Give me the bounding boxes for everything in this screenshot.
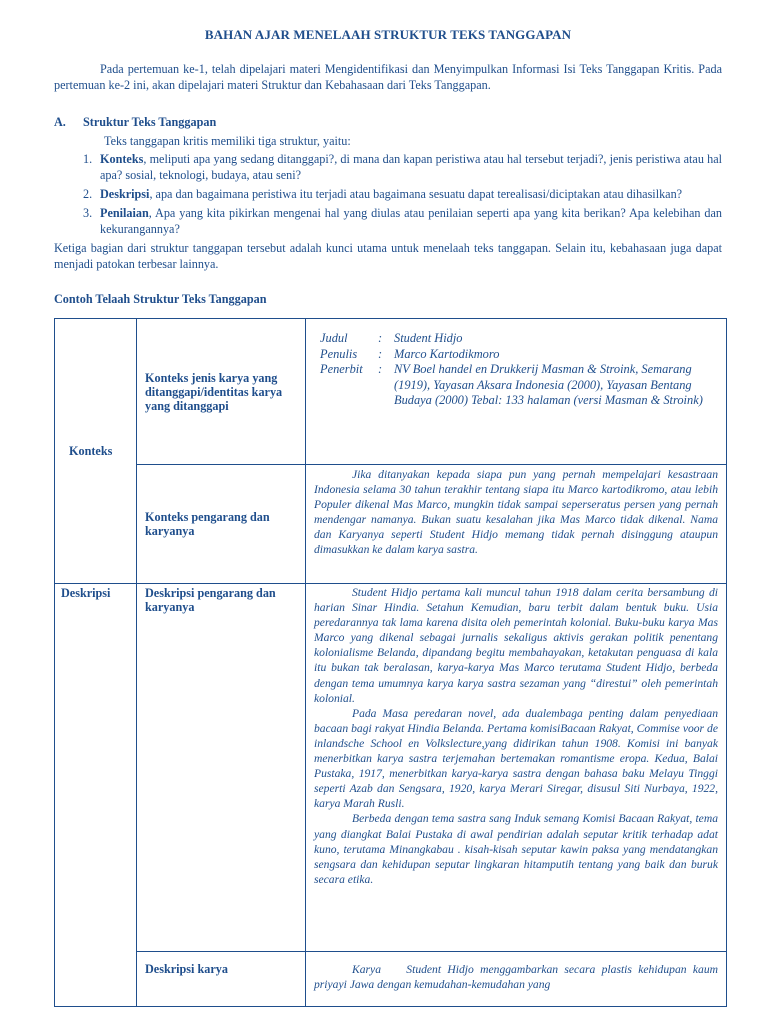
- row2-text-block: [306, 465, 726, 558]
- section-a-heading: [54, 115, 722, 131]
- closing-paragraph: Ketiga bagian dari struktur tanggapan tersebut adalah kunci utama untuk menelaah teks tanggapan. Selain itu, kebahasaan juga dapat menjadi patokan terbesar lainnya.: [54, 241, 722, 271]
- list-item: [54, 186, 722, 202]
- row3-paragraph: Berbeda dengan tema sastra sang Induk semang Komisi Bacaan Rakyat, tema yang diangkat Balai Pustaka di awal pendirian adalah seputar kritik terhadap adat kuno, terutama Minangkabau . kisah-kisah seputar kawin paksa yang mendatangkan sengsara dan kehidupan seputar lingkaran hitamputih tentang yang baik dan buruk secara etika.: [314, 812, 718, 886]
- row2-label: Konteks pengarang dan karyanya: [145, 510, 270, 538]
- row3-paragraph: Student Hidjo pertama kali muncul tahun 1918 dalam cerita bersambung di harian Sinar Hindia. Setahun Kemudian, baru terbit dalam bentuk buku. Usia peredarannya tak lama karena disita oleh pemerintah kolonial. Buku-buku karya Mas Marco yang dikenal sebagai jurnalis sekaligus aktivis gerakan politik penentang kolonialisme Belanda, dipandang begitu membahayakan, ketakutan penguasa di kala itu bukan tak beralasan, karya-karya Mas Marco terutama Student Hidjo, berbeda dengan tema umumnya karya karya sastra sezaman yang “direstui” oleh pemerintah kolonial.: [314, 586, 718, 705]
- meta-value: NV Boel handel en Drukkerij Masman & Stroink, Semarang (1919), Yayasan Aksara Indonesia (2000), Yayasan Bentang Budaya (2000) Tebal: 133 halaman (versi Masman & Stroink): [394, 362, 703, 407]
- document-page: [54, 0, 722, 992]
- list-item: [54, 205, 722, 237]
- meta-sep: :: [378, 346, 383, 361]
- table-row: [55, 584, 727, 952]
- list-item: [54, 151, 722, 183]
- row1-label-cell: [137, 319, 306, 465]
- meta-sep: :: [378, 362, 383, 376]
- example-title: Contoh Telaah Struktur Teks Tanggapan: [54, 292, 267, 306]
- meta-key: Penulis: [320, 346, 358, 361]
- item-text: , meliputi apa yang sedang ditanggapi?, di mana dan kapan peristiwa atau hal tersebut terjadi?, jenis peristiwa atau hal apa? sosial, teknologi, budaya, atau seni?: [100, 152, 722, 182]
- meta-row: [320, 331, 716, 347]
- deskripsi-label: Deskripsi: [61, 586, 111, 600]
- row4-text: Karya Student Hidjo menggambarkan secara plastis kehidupan kaum priyayi Jawa dengan kemudahan-kemudahan yang: [314, 963, 721, 992]
- row3-paragraph: Pada Masa peredaran novel, ada dualembaga penting dalam penyediaan bacaan bagi rakyat Hindia Belanda. Pertama komisiBacaan Rakyat, Commise voor de inlandsche School en Volkslecture,yang didirikan tahun 1908. Komisi ini banyak menerbitkan karya sastra terjemahan bertemakan romantisme eropa. Kedua, Balai Pustaka, 1917, menerbitkan karya-karya sastra dengan bahasa baku Melayu Tinggi seperti Azab dan Sengsara, 1920, karya Merari Siregar, disusul Siti Nurbaya, 1922, karya Marah Rusli.: [314, 706, 718, 811]
- row2-content-cell: [306, 465, 727, 584]
- row2-text: Jika ditanyakan kepada siapa pun yang pernah mempelajari kesastraan Indonesia selama 30 tahun terakhir tentang siapa itu Marco kartodikromo, atau lebih Populer dikenal Mas Marco, mungkin tidak sampai seperseratus persen yang pernah mendengar namanya. Bukan suatu kesalahan jika Mas Marco tidak dikenal. Nama dan Karyanya seperti Student Hidjo memang tidak pernah disinggung ataupun dimasukkan ke dalam karya sastra.: [314, 468, 718, 557]
- analysis-table: [54, 318, 727, 1007]
- konteks-label: Konteks: [69, 444, 113, 458]
- section-letter: A.: [54, 115, 66, 129]
- row4-label-cell: [137, 952, 306, 1007]
- table-row: [55, 952, 727, 1007]
- section-title: Struktur Teks Tanggapan: [83, 115, 217, 129]
- row1-label: Konteks jenis karya yang ditanggapi/identitas karya yang ditanggapi: [145, 370, 283, 413]
- row3-text-block: [306, 584, 726, 887]
- book-identity: [306, 319, 726, 409]
- meta-row: [320, 362, 716, 409]
- table-row: [55, 465, 727, 584]
- document-title: BAHAN AJAR MENELAAH STRUKTUR TEKS TANGGAPAN: [204, 27, 572, 42]
- item-number: 2.: [83, 187, 93, 201]
- meta-sep: :: [378, 331, 383, 345]
- item-number: 1.: [83, 152, 93, 166]
- meta-key: Judul: [320, 331, 348, 345]
- row3-label: Deskripsi pengarang dan karyanya: [145, 586, 276, 614]
- row4-content-cell: [306, 952, 727, 1007]
- konteks-cell: [55, 319, 137, 584]
- item-text: , apa dan bagaimana peristiwa itu terjadi atau bagaimana sesuatu dapat terealisasi/diciptakan atau dihasilkan?: [149, 187, 683, 201]
- item-number: 3.: [83, 206, 93, 220]
- meta-row: [320, 347, 716, 363]
- deskripsi-cell: [55, 584, 137, 1007]
- section-lead: Teks tanggapan kritis memiliki tiga struktur, yaitu:: [104, 134, 351, 148]
- item-text: , Apa yang kita pikirkan mengenai hal yang diulas atau penilaian seperti apa yang kita berikan? Apa kelebihan dan kekurangannya?: [100, 206, 722, 236]
- meta-value: Marco Kartodikmoro: [394, 346, 500, 361]
- row1-content-cell: [306, 319, 727, 465]
- row4-label: Deskripsi karya: [145, 962, 228, 976]
- row4-text-block: [306, 952, 726, 992]
- item-term: Konteks: [100, 152, 144, 166]
- item-term: Penilaian: [100, 206, 149, 220]
- row2-label-cell: [137, 465, 306, 584]
- item-term: Deskripsi: [100, 187, 150, 201]
- meta-value: Student Hidjo: [394, 331, 463, 345]
- meta-key: Penerbit: [320, 362, 363, 376]
- row3-label-cell: [137, 584, 306, 952]
- row3-content-cell: [306, 584, 727, 952]
- table-row: [55, 319, 727, 465]
- intro-paragraph: Pada pertemuan ke-1, telah dipelajari materi Mengidentifikasi dan Menyimpulkan Informasi Isi Teks Tanggapan Kritis. Pada pertemuan ke-2 ini, akan dipelajari materi Struktur dan Kebahasaan dari Teks Tanggapan.: [54, 62, 722, 92]
- structure-list: [54, 151, 722, 237]
